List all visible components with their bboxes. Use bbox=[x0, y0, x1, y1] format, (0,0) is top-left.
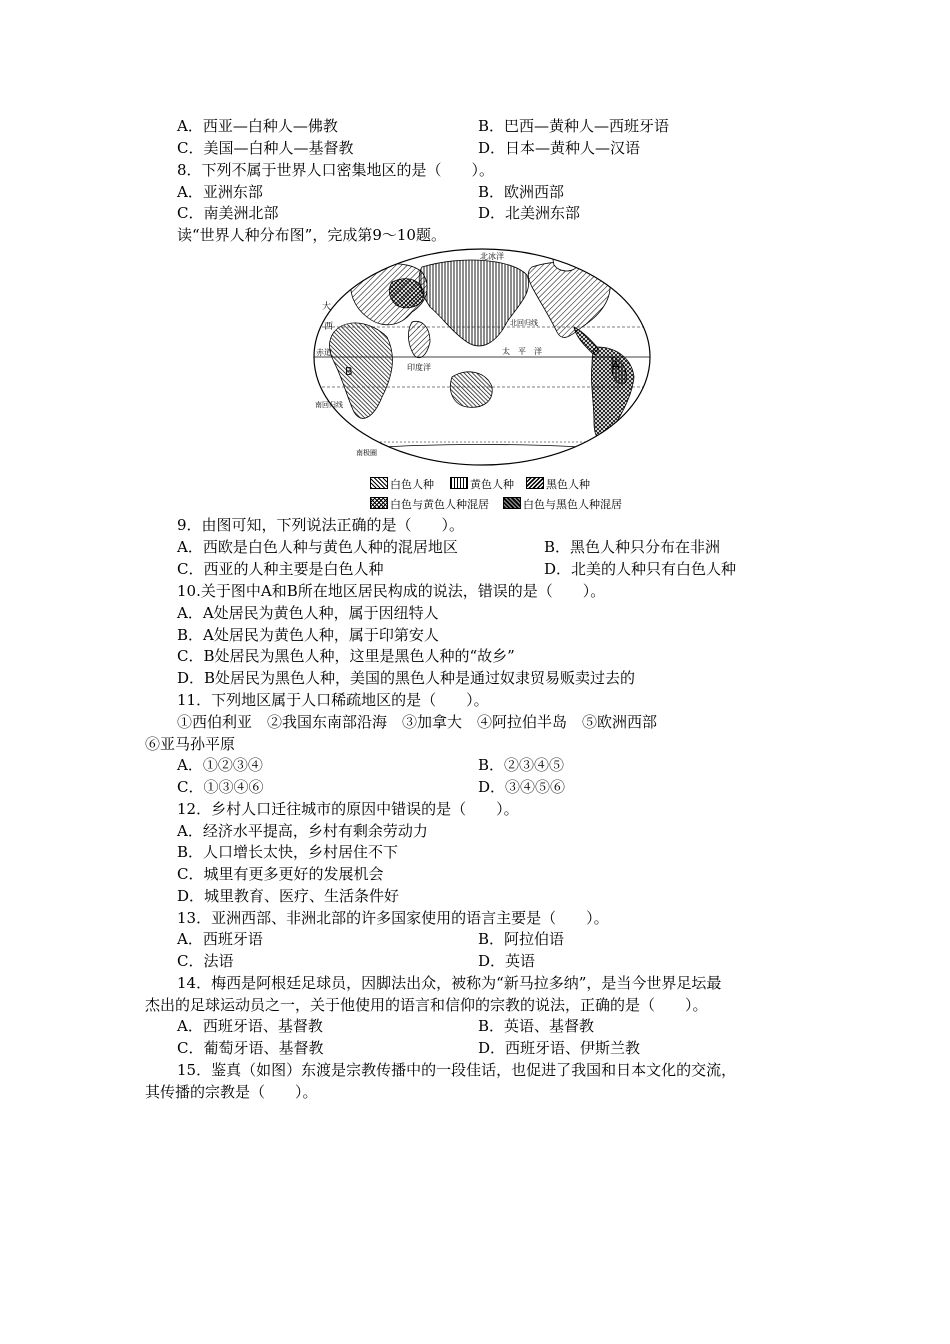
q14-option-d: D．西班牙语、伊斯兰教 bbox=[478, 1039, 641, 1057]
label-antarctic: 南极圈 bbox=[356, 449, 377, 457]
legend-black-swatch bbox=[526, 477, 544, 489]
q13-option-b: B．阿拉伯语 bbox=[478, 930, 565, 948]
q10-option-b: B．A处居民为黄色人种，属于印第安人 bbox=[177, 626, 439, 644]
q13-stem: 13．亚洲西部、非洲北部的许多国家使用的语言主要是（ ）。 bbox=[177, 909, 609, 927]
legend-white-black-swatch bbox=[503, 497, 521, 509]
label-equator: 赤道 bbox=[316, 348, 332, 357]
q14-option-c: C．葡萄牙语、基督教 bbox=[177, 1039, 324, 1057]
q11-items-line2: ⑥亚马孙平原 bbox=[145, 735, 236, 753]
q10-option-a: A．A处居民为黄色人种，属于因纽特人 bbox=[177, 604, 439, 622]
q15-stem-line1: 15．鉴真（如图）东渡是宗教传播中的一段佳话，也促进了我国和日本文化的交流， bbox=[177, 1061, 737, 1079]
legend-white-black-label: 白色与黑色人种混居 bbox=[523, 498, 622, 511]
legend-white-swatch bbox=[370, 477, 388, 489]
q8-option-a: A．亚洲东部 bbox=[177, 183, 263, 201]
label-arctic: 北冰洋 bbox=[480, 252, 504, 261]
world-race-map bbox=[312, 247, 652, 512]
q11-option-d: D．③④⑤⑥ bbox=[478, 778, 566, 796]
map-intro: 读“世界人种分布图”，完成第9～10题。 bbox=[177, 226, 446, 244]
label-tropic-s: 南回归线 bbox=[315, 401, 343, 409]
q10-option-d: D．B处居民为黑色人种，美国的黑色人种是通过奴隶贸易贩卖过去的 bbox=[177, 669, 636, 687]
q8-option-b: B．欧洲西部 bbox=[478, 183, 565, 201]
label-da: 大 bbox=[322, 302, 332, 312]
legend-black bbox=[526, 477, 590, 492]
q8-option-d: D．北美洲东部 bbox=[478, 204, 581, 222]
q11-option-c: C．①③④⑥ bbox=[177, 778, 264, 796]
q8-stem: 8．下列不属于世界人口密集地区的是（ ）。 bbox=[177, 161, 495, 179]
label-pacific: 太 平 洋 bbox=[502, 347, 542, 356]
q11-items-line1: ①西伯利亚 ②我国东南部沿海 ③加拿大 ④阿拉伯半岛 ⑤欧洲西部 bbox=[177, 713, 658, 731]
q12-option-c: C．城里有更多更好的发展机会 bbox=[177, 865, 384, 883]
legend-black-label: 黑色人种 bbox=[546, 478, 590, 491]
q12-option-a: A．经济水平提高，乡村有剩余劳动力 bbox=[177, 822, 428, 840]
q14-option-a: A．西班牙语、基督教 bbox=[177, 1017, 323, 1035]
q12-stem: 12．乡村人口迁往城市的原因中错误的是（ ）。 bbox=[177, 800, 519, 818]
q11-stem: 11．下列地区属于人口稀疏地区的是（ ）。 bbox=[177, 691, 489, 709]
legend-white-black bbox=[503, 497, 622, 512]
q11-option-a: A．①②③④ bbox=[177, 756, 263, 774]
q10-stem: 10.关于图中A和B所在地区居民构成的说法，错误的是（ ）。 bbox=[177, 582, 606, 600]
q13-option-a: A．西班牙语 bbox=[177, 930, 263, 948]
legend-white-yellow bbox=[370, 497, 489, 512]
label-tropic-n: 北回归线 bbox=[510, 319, 538, 327]
q9-option-d: D．北美的人种只有白色人种 bbox=[544, 560, 737, 578]
q7-option-b: B．巴西—黄种人—西班牙语 bbox=[478, 117, 670, 135]
q9-option-a: A．西欧是白色人种与黄色人种的混居地区 bbox=[177, 538, 458, 556]
q10-option-c: C．B处居民为黑色人种，这里是黑色人种的“故乡” bbox=[177, 647, 515, 665]
legend-yellow-label: 黄色人种 bbox=[470, 478, 514, 491]
q14-stem-line1: 14．梅西是阿根廷足球员，因脚法出众，被称为“新马拉多纳”，是当今世界足坛最 bbox=[177, 974, 722, 992]
q14-stem-line2: 杰出的足球运动员之一，关于他使用的语言和信仰的宗教的说法，正确的是（ ）。 bbox=[145, 996, 708, 1014]
q8-option-c: C．南美洲北部 bbox=[177, 204, 279, 222]
legend-white-label: 白色人种 bbox=[390, 478, 434, 491]
q15-stem-line2: 其传播的宗教是（ ）。 bbox=[145, 1083, 318, 1101]
q9-stem: 9．由图可知，下列说法正确的是（ ）。 bbox=[177, 516, 465, 534]
q13-option-d: D．英语 bbox=[478, 952, 536, 970]
label-indian: 印度洋 bbox=[407, 363, 431, 372]
label-point-a: A bbox=[612, 359, 620, 372]
legend-yellow-swatch bbox=[450, 477, 468, 489]
label-xi: 西 bbox=[324, 322, 334, 332]
q13-option-c: C．法语 bbox=[177, 952, 234, 970]
q7-option-c: C．美国—白种人—基督教 bbox=[177, 139, 354, 157]
label-point-b: B bbox=[345, 365, 353, 378]
q9-option-c: C．西亚的人种主要是白色人种 bbox=[177, 560, 384, 578]
legend-white bbox=[370, 477, 434, 492]
q14-option-b: B．英语、基督教 bbox=[478, 1017, 595, 1035]
q9-option-b: B．黑色人种只分布在非洲 bbox=[544, 538, 721, 556]
q12-option-b: B．人口增长太快，乡村居住不下 bbox=[177, 843, 399, 861]
legend-white-yellow-swatch bbox=[370, 497, 388, 509]
legend-yellow bbox=[450, 477, 514, 492]
q7-option-a: A．西亚—白种人—佛教 bbox=[177, 117, 338, 135]
map-graphic bbox=[312, 247, 652, 512]
q11-option-b: B．②③④⑤ bbox=[478, 756, 565, 774]
q12-option-d: D．城里教育、医疗、生活条件好 bbox=[177, 887, 400, 905]
q7-option-d: D．日本—黄种人—汉语 bbox=[478, 139, 641, 157]
legend-white-yellow-label: 白色与黄色人种混居 bbox=[390, 498, 489, 511]
